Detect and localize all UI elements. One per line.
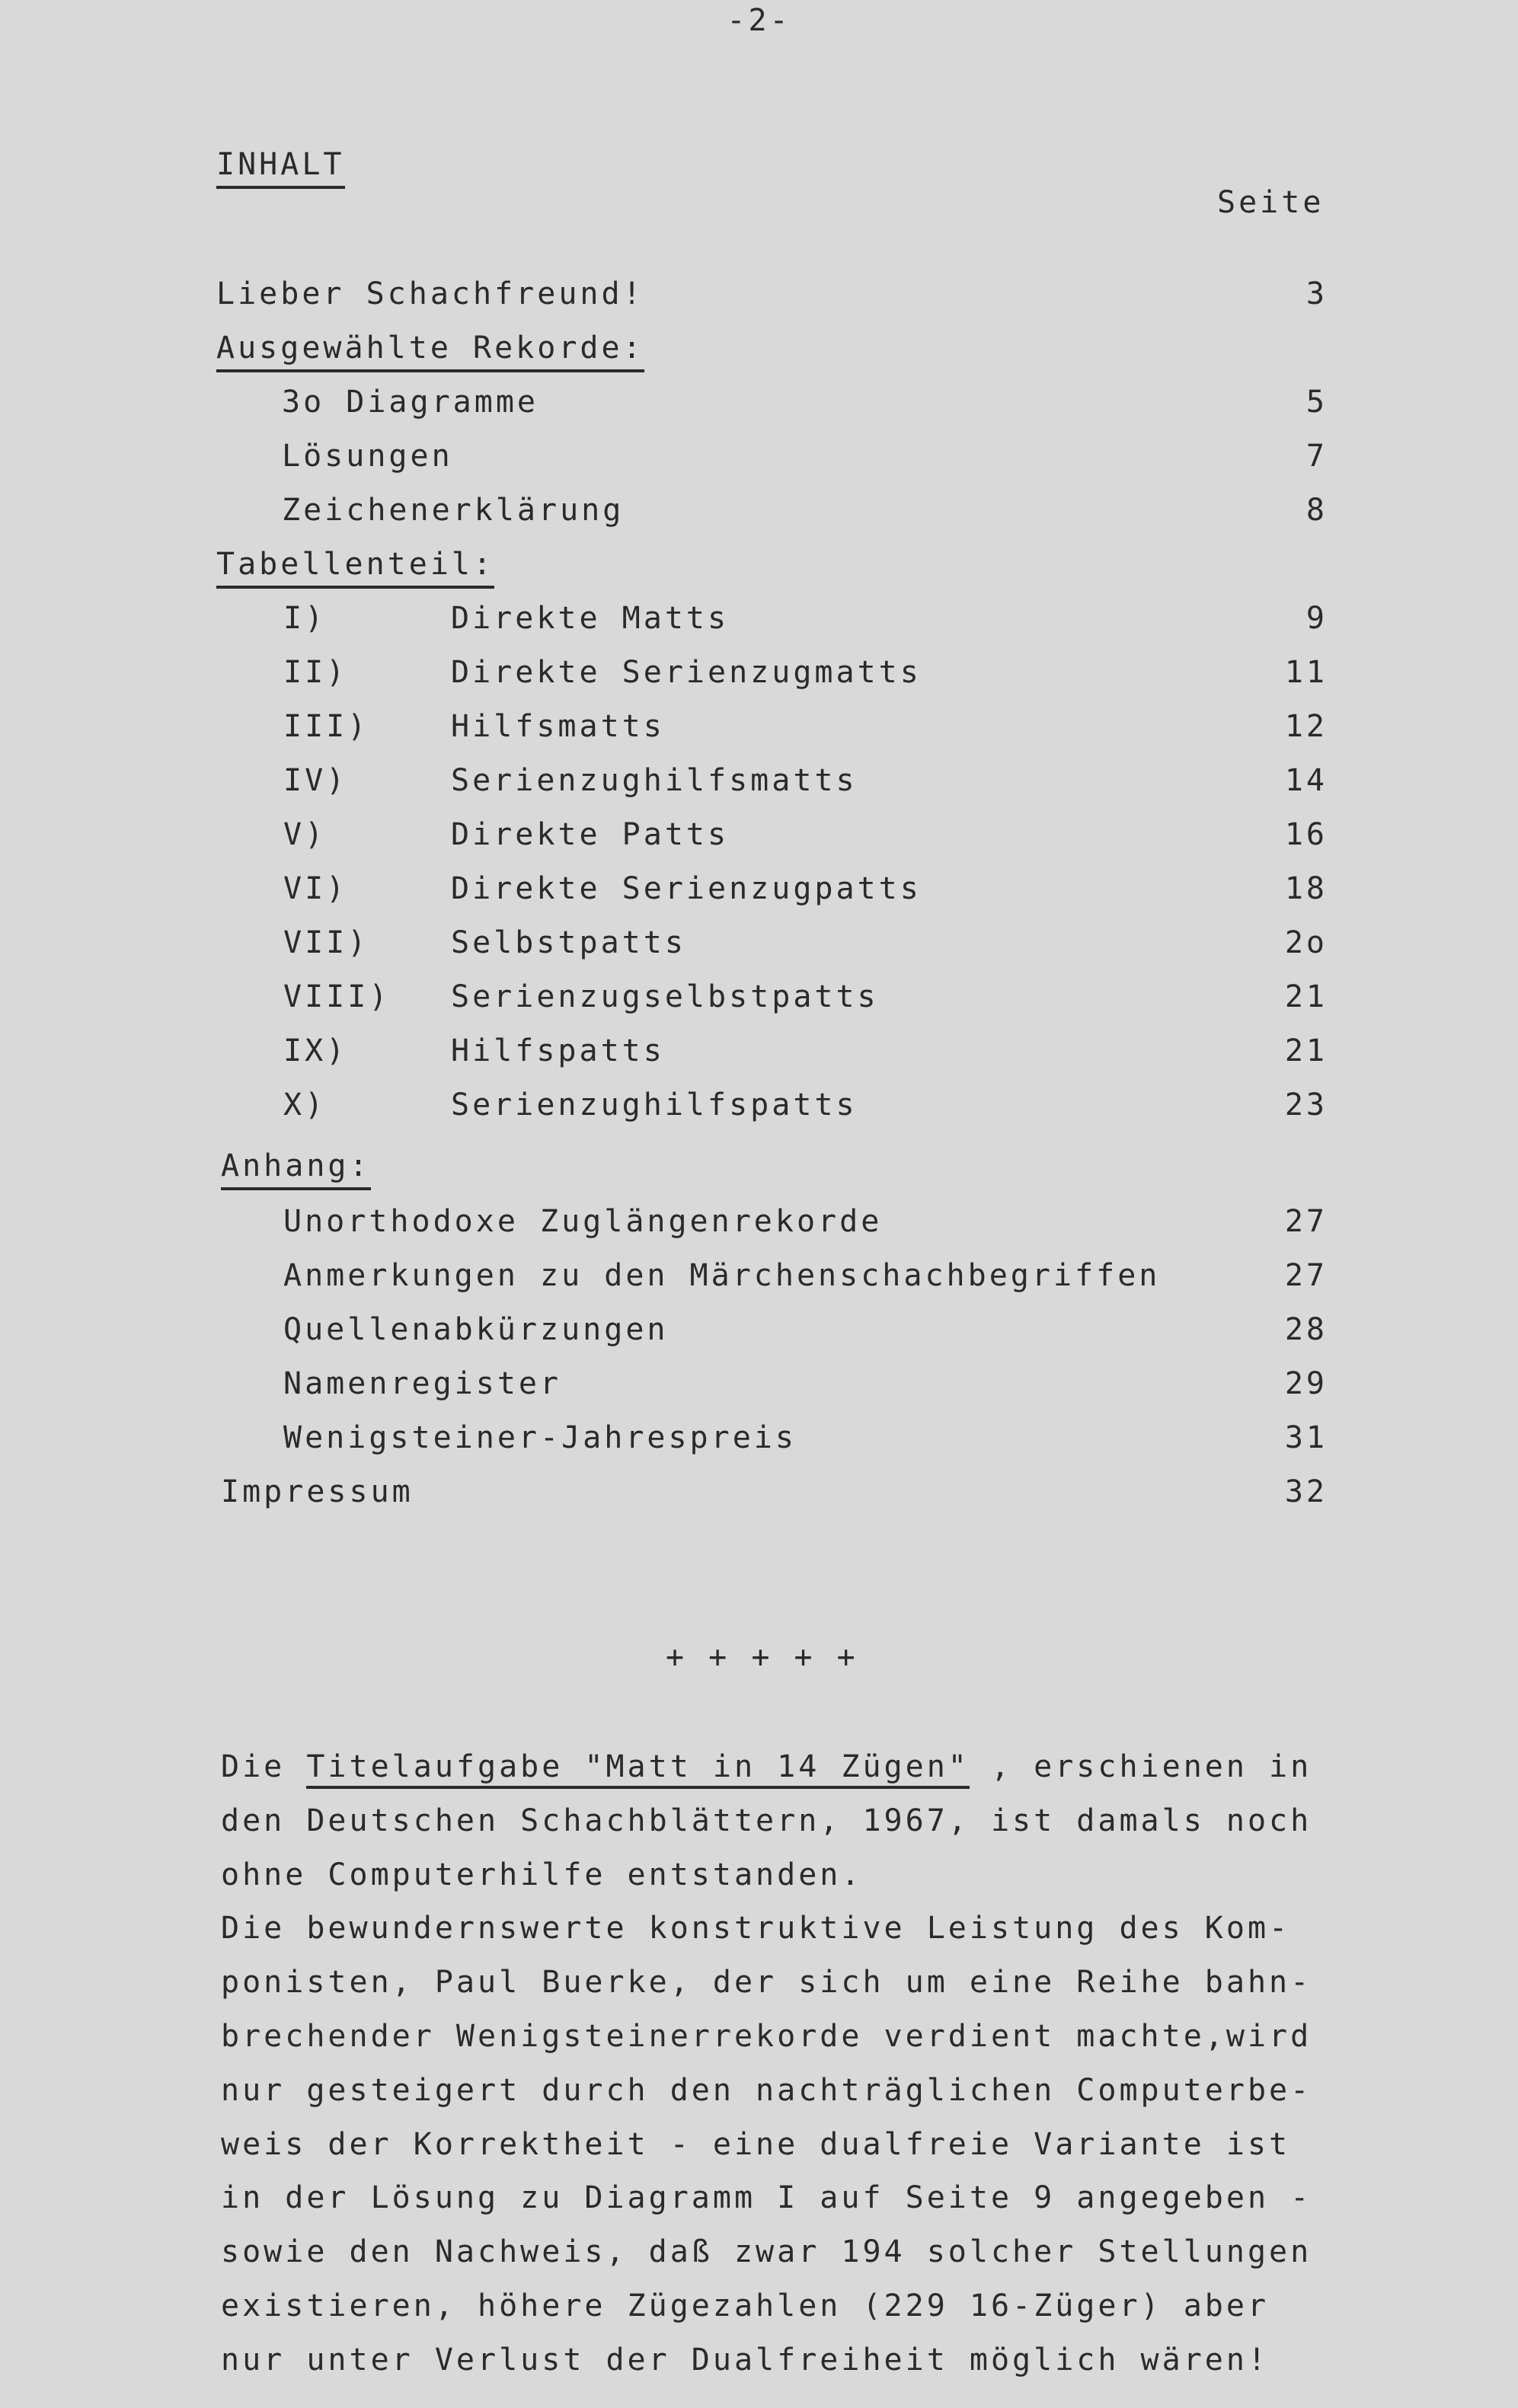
section-heading: Ausgewählte Rekorde: — [216, 328, 644, 372]
table-number: IX) — [283, 1033, 348, 1068]
section-divider: + + + + + — [666, 1640, 858, 1675]
table-number: III) — [283, 709, 369, 744]
toc-page: 3 — [1305, 276, 1328, 311]
toc-entry: 3o Diagramme — [282, 385, 538, 420]
toc-page: 27 — [1284, 1204, 1328, 1239]
paragraph-line — [221, 1740, 1318, 1794]
paragraph-lead-rest: , erschienen in — [969, 1749, 1312, 1784]
paragraph-line: den Deutschen Schachblättern, 1967, ist damals noch — [221, 1803, 1312, 1838]
paragraph-line: ohne Computerhilfe entstanden. — [221, 1857, 863, 1892]
table-title: Hilfsmatts — [451, 709, 665, 744]
toc-page: 12 — [1284, 709, 1328, 744]
toc-page: 23 — [1284, 1087, 1328, 1123]
toc-entry: Zeichenerklärung — [282, 493, 625, 528]
toc-page: 16 — [1284, 817, 1328, 852]
toc-page: 8 — [1305, 493, 1328, 528]
toc-entry: Impressum — [221, 1474, 414, 1509]
table-number: VI) — [283, 871, 348, 906]
toc-page: 21 — [1284, 1033, 1328, 1068]
table-title: Hilfspatts — [451, 1033, 665, 1068]
paragraph-lead: Die — [221, 1749, 307, 1784]
title-task-reference: Titelaufgabe "Matt in 14 Zügen" — [306, 1749, 970, 1789]
paragraph-line: ponisten, Paul Buerke, der sich um eine Reihe bahn- — [221, 1965, 1312, 2001]
toc-page: 28 — [1284, 1312, 1328, 1347]
toc-page: 31 — [1284, 1420, 1328, 1455]
toc-entry: Anmerkungen zu den Märchenschachbegriffen — [283, 1258, 1161, 1293]
toc-entry: Quellenabkürzungen — [283, 1312, 669, 1347]
toc-page: 18 — [1284, 871, 1328, 906]
section-heading: Tabellenteil: — [216, 545, 494, 589]
paragraph-line: nur unter Verlust der Dualfreiheit möglich wären! — [221, 2342, 1270, 2378]
table-title: Direkte Serienzugmatts — [451, 655, 922, 690]
toc-entry: Namenregister — [283, 1366, 562, 1401]
paragraph-line: nur gesteigert durch den nachträglichen Computerbe- — [221, 2072, 1312, 2108]
toc-entry: Lösungen — [282, 439, 453, 474]
paragraph-line: brechender Wenigsteinerrekorde verdient machte,wird — [221, 2018, 1312, 2054]
section-heading: Anhang: — [221, 1146, 371, 1190]
table-title: Serienzughilfsmatts — [451, 763, 858, 798]
table-number: IV) — [283, 763, 348, 798]
toc-entry: Unorthodoxe Zuglängenrekorde — [283, 1204, 883, 1239]
page-number: -2- — [727, 3, 791, 38]
paragraph-line: Die bewundernswerte konstruktive Leistung des Kom- — [221, 1911, 1291, 1947]
toc-page: 27 — [1284, 1258, 1328, 1293]
toc-heading: INHALT — [216, 145, 345, 189]
paragraph-line: in der Lösung zu Diagramm I auf Seite 9 angegeben - — [221, 2180, 1312, 2216]
toc-page: 14 — [1284, 763, 1328, 798]
paragraph-line: existieren, höhere Zügezahlen (229 16-Züger) aber — [221, 2288, 1270, 2323]
toc-page: 21 — [1284, 979, 1328, 1014]
intro-paragraph — [221, 1740, 1318, 2387]
toc-page: 2o — [1284, 925, 1328, 960]
table-number: VII) — [283, 925, 369, 960]
table-number: X) — [283, 1087, 327, 1123]
toc-entry: Lieber Schachfreund! — [216, 276, 644, 311]
paragraph-line: weis der Korrektheit - eine dualfreie Variante ist — [221, 2126, 1291, 2162]
table-title: Direkte Serienzugpatts — [451, 871, 922, 906]
table-title: Selbstpatts — [451, 925, 686, 960]
toc-page: 29 — [1284, 1366, 1328, 1401]
table-title: Direkte Matts — [451, 601, 730, 636]
toc-page: 11 — [1284, 655, 1328, 690]
table-title: Direkte Patts — [451, 817, 730, 852]
table-title: Serienzughilfspatts — [451, 1087, 858, 1123]
table-number: V) — [283, 817, 327, 852]
toc-entry: Wenigsteiner-Jahrespreis — [283, 1420, 797, 1455]
table-number: I) — [283, 601, 327, 636]
toc-page: 32 — [1284, 1474, 1328, 1509]
table-number: VIII) — [283, 979, 391, 1014]
page-column-label: Seite — [1217, 185, 1325, 220]
toc-page: 5 — [1305, 385, 1328, 420]
toc-page: 9 — [1305, 601, 1328, 636]
table-title: Serienzugselbstpatts — [451, 979, 879, 1014]
paragraph-line: sowie den Nachweis, daß zwar 194 solcher Stellungen — [221, 2234, 1312, 2270]
table-number: II) — [283, 655, 348, 690]
toc-page: 7 — [1305, 439, 1328, 474]
